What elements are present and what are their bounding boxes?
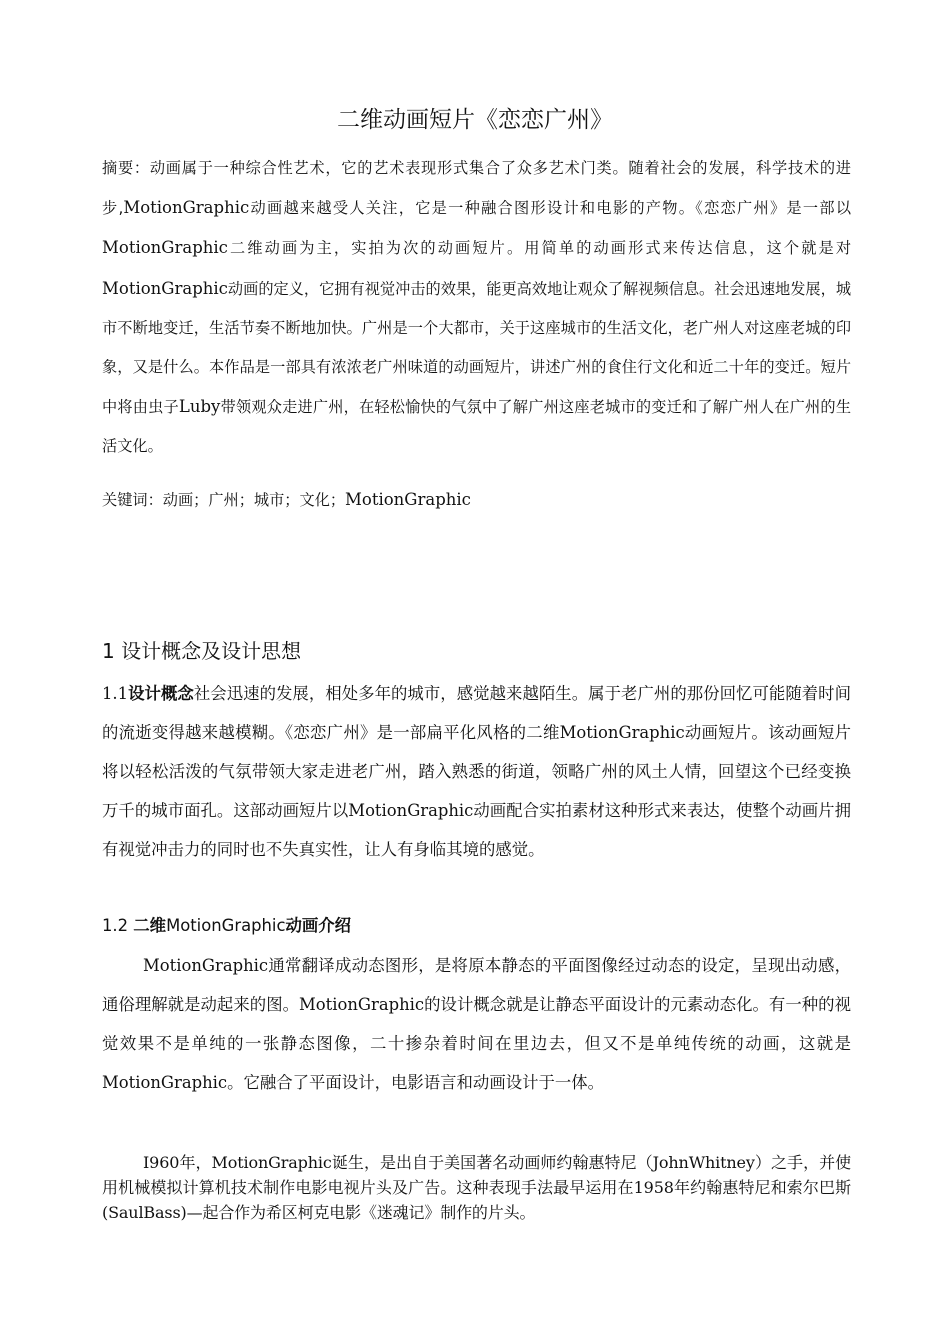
keywords-text: 动画；广州；城市；文化； <box>162 491 345 509</box>
abstract-text: 二维动画为主，实拍为次的动画短片。用简单的动画形式来传达信息，这个就是对 <box>227 239 851 258</box>
body-paragraph: MotionGraphic通常翻译成动态图形，是将原本静态的平面图像经过动态的设定，呈现出动感，通俗理解就是动起来的图。MotionGraphic的设计概念就是让静态平面设计的元素动态化。有一种的视觉效果不是单纯的一张静态图像，二十掺杂着时间在里边去，但又不是单纯传统的动画，这就是MotionGraphic。它融合了平面设计，电影语言和动画设计于一体。 <box>102 956 851 1092</box>
subsection-text: 社会迅速的发展，相处多年的城市，感觉越来越陌生。属于老广州的那份回忆可能随着时间的流逝变得越来越模糊。《恋恋广州》是一部扁平化风格的二维MotionGraphic动画短片。该动画短片将以轻松活泼的气氛带领大家走进老广州，踏入熟悉的街道，领略广州的风土人情，回望这个已经变换万千的城市面孔。这部动画短片以MotionGraphic动画配合实拍素材这种形式来表达，使整个动画片拥有视觉冲击力的同时也不失真实性，让人有身临其境的感觉。 <box>102 684 852 859</box>
keywords-line <box>102 486 851 514</box>
abstract-term: MotionGraphic <box>102 278 228 298</box>
subsection-1-2-heading <box>102 911 351 941</box>
body-paragraph: I960年，MotionGraphic诞生，是出自于美国著名动画师约翰惠特尼（JohnWhitney）之手，并使用机械模拟计算机技术制作电影电视片头及广告。这种表现手法最早运用在1958年约翰惠特尼和索尔巴斯(SaulBass)—起合作为希区柯克电影《迷魂记》制作的片头。 <box>102 1153 851 1222</box>
abstract-label: 摘要： <box>102 159 150 177</box>
subsection-1-1-paragraph <box>102 675 851 870</box>
subsection-heading-part: 二维 <box>133 916 167 935</box>
subsection-number: 1.1 <box>102 684 129 703</box>
abstract-text: 动画的定义，它拥有视觉冲击的效果，能更高效地让观众了解视频信息。社会迅速地发展，城市不断地变迁，生活节奏不断地加快。广州是一个大都市，关于这座城市的生活文化，老广州人对这座老城的印象，又是什么。本作品是一部具有浓浓老广州味道的动画短片，讲述广州的食住行文化和近二十年的变迁。短片中将由虫子 <box>102 279 851 417</box>
abstract-text: 带领观众走进广州，在轻松愉快的气氛中了解广州这座老城市的变迁和了解广州人在广州的生活文化。 <box>102 398 852 456</box>
abstract-term: MotionGraphic <box>123 198 250 218</box>
abstract-paragraph <box>102 149 851 467</box>
subsection-heading: 设计概念 <box>128 684 194 703</box>
document-title: 二维动画短片《恋恋广州》 <box>337 107 613 133</box>
keywords-term: MotionGraphic <box>345 490 471 509</box>
abstract-term: Luby <box>178 397 221 417</box>
subsection-heading-part: 动画介绍 <box>285 916 352 935</box>
keywords-label: 关键词： <box>102 491 163 509</box>
abstract-text: 动画越来越受人关注，它是一种融合图形设计和电影的产物。《恋恋广州》是一部以 <box>249 199 852 218</box>
abstract-text: 动画属于一种综合性艺术，它的艺术表现形式集合了众多艺术门类。随着社会的发展，科学技术的进步, <box>102 159 852 218</box>
section-heading: 1 设计概念及设计思想 <box>102 639 302 663</box>
subsection-heading-term: MotionGraphic <box>166 916 286 935</box>
subsection-number: 1.2 <box>102 916 129 935</box>
abstract-term: MotionGraphic <box>102 238 228 258</box>
